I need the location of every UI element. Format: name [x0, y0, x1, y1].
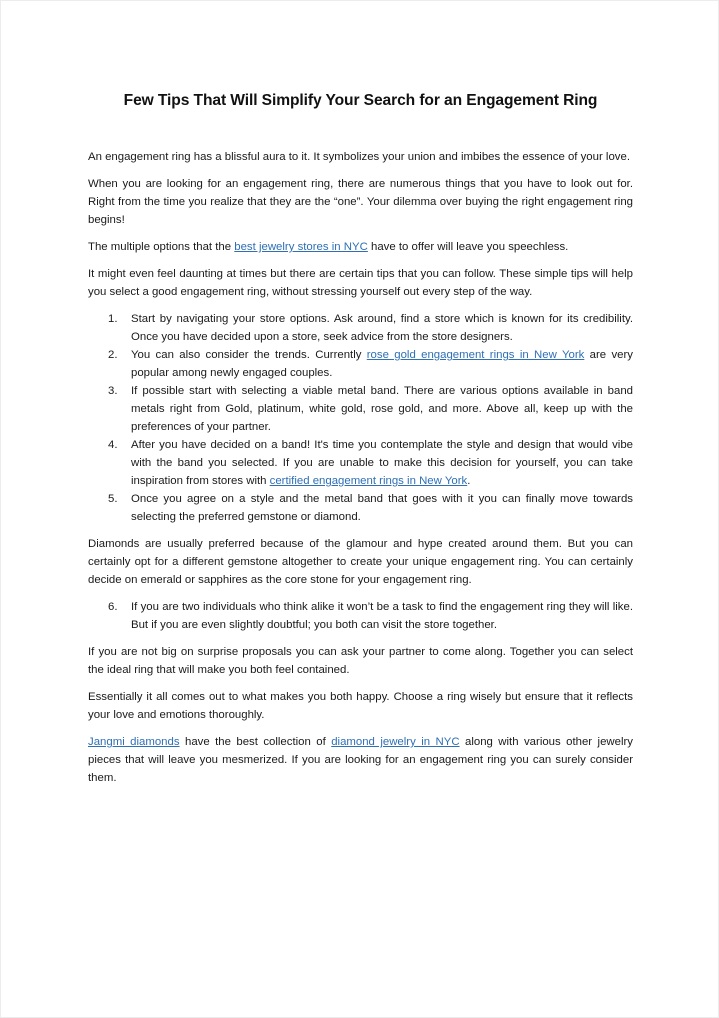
list-item-number: 5. — [108, 493, 118, 505]
looking-paragraph: When you are looking for an engagement ring, there are numerous things that you have to look out for. Right from the time you realize that they are the “one”. Your dilemma over buying the right engagement ring begins! — [88, 178, 633, 226]
list-item-text: Once you agree on a style and the metal band that goes with it you can finally move towards selecting the preferred gemstone or diamond. — [131, 493, 633, 523]
intro-paragraph: An engagement ring has a blissful aura to it. It symbolizes your union and imbibes the essence of your love. — [88, 151, 630, 163]
closing-text-after: along with various other jewelry pieces that will leave you mesmerized. If you are looking for an engagement ring you can surely consider them. — [88, 736, 633, 784]
happiness-paragraph: Essentially it all comes out to what makes you both happy. Choose a ring wisely but ensure that it reflects your love and emotions thoroughly. — [88, 691, 633, 721]
tips-list — [88, 310, 633, 526]
options-text-after: have to offer will leave you speechless. — [367, 241, 569, 253]
rose-gold-rings-link[interactable]: rose gold engagement rings in New York — [366, 349, 585, 361]
list-item-text: If you are two individuals who think alike it won’t be a task to find the engagement ring they will like. But if you are even slightly doubtful; you both can visit the store together. — [131, 601, 633, 631]
list-item-number: 4. — [108, 439, 118, 451]
list-item — [88, 490, 633, 526]
list-item — [88, 382, 633, 436]
list-item — [88, 436, 633, 490]
list-item — [88, 598, 633, 634]
diamond-jewelry-nyc-link[interactable]: diamond jewelry in NYC — [331, 736, 460, 748]
list-item-text-before: You can also consider the trends. Currently — [131, 349, 367, 361]
list-item-text: If possible start with selecting a viable metal band. There are various options available in band metals right from Gold, platinum, white gold, rose gold, and more. Above all, keep up with the preferences of your partner. — [131, 385, 633, 433]
document-body — [88, 91, 633, 796]
certified-rings-link[interactable]: certified engagement rings in New York — [269, 475, 468, 487]
tips-list-continued — [88, 598, 633, 634]
list-item-text: Start by navigating your store options. Ask around, find a store which is known for its credibility. Once you have decided upon a store, seek advice from the store designers. — [131, 313, 633, 343]
list-item — [88, 346, 633, 382]
jangmi-diamonds-link[interactable]: Jangmi diamonds — [88, 736, 180, 748]
diamonds-paragraph: Diamonds are usually preferred because of the glamour and hype created around them. But you can certainly opt for a different gemstone altogether to create your unique engagement ring. You can certainly decide on emerald or sapphires as the core stone for your engagement ring. — [88, 538, 633, 586]
options-paragraph — [88, 238, 633, 256]
tips-intro-paragraph: It might even feel daunting at times but there are certain tips that you can follow. These simple tips will help you select a good engagement ring, without stressing yourself out every step of the way. — [88, 268, 633, 298]
list-item-number: 3. — [108, 385, 118, 397]
list-item-number: 2. — [108, 349, 118, 361]
options-text-before: The multiple options that the — [88, 241, 235, 253]
list-item-number: 1. — [108, 313, 118, 325]
proposal-paragraph: If you are not big on surprise proposals you can ask your partner to come along. Together you can select the ideal ring that will make you both feel contained. — [88, 646, 633, 676]
list-item-text-after: are very popular among newly engaged couples. — [131, 349, 633, 379]
list-item-text-before: After you have decided on a band! It's time you contemplate the style and design that would vibe with the band you selected. If you are unable to make this decision for yourself, you can take inspiration from stores with — [131, 439, 633, 487]
list-item-text-after: . — [467, 475, 471, 487]
closing-text-mid: have the best collection of — [179, 736, 332, 748]
best-jewelry-stores-link[interactable]: best jewelry stores in NYC — [234, 241, 368, 253]
page-title: Few Tips That Will Simplify Your Search for an Engagement Ring — [123, 92, 598, 109]
list-item — [88, 310, 633, 346]
closing-paragraph — [88, 733, 633, 787]
list-item-number: 6. — [108, 601, 118, 613]
